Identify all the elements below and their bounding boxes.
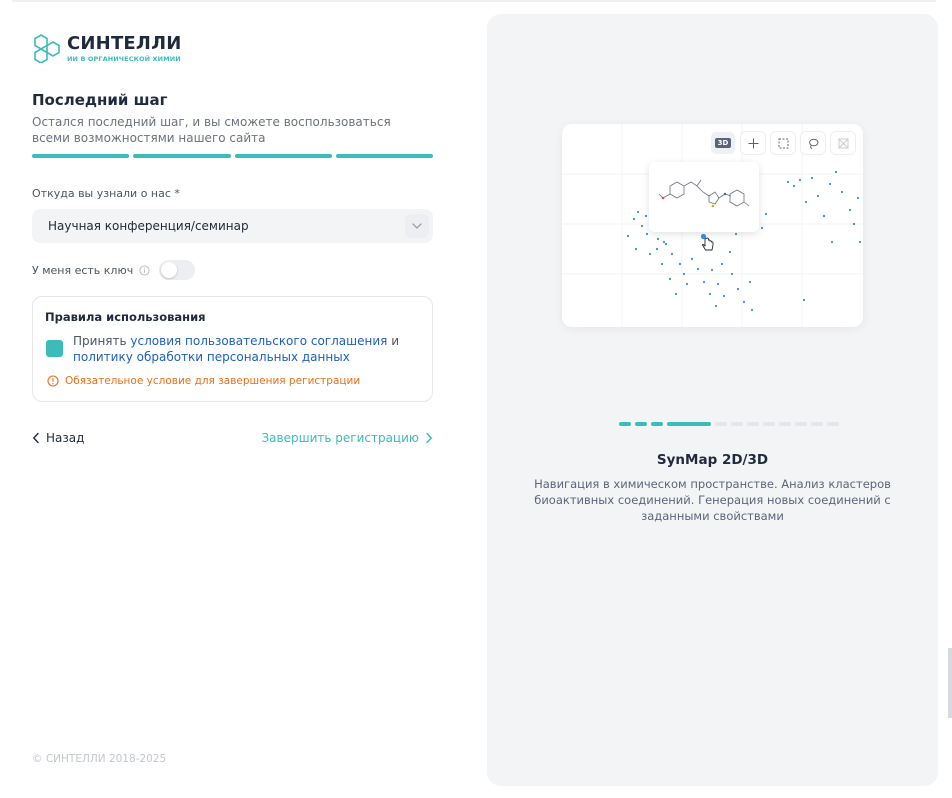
carousel-dot[interactable]	[651, 422, 663, 426]
scatter-point	[633, 218, 635, 220]
feature-showcase	[487, 14, 938, 786]
carousel-dot[interactable]	[715, 422, 727, 426]
scatter-point	[686, 283, 688, 285]
scatter-point	[635, 248, 637, 250]
logo[interactable]	[32, 32, 181, 64]
scrollbar-edge[interactable]	[948, 648, 952, 718]
scatter-point	[683, 273, 685, 275]
warning-icon	[47, 375, 59, 387]
warning-text: Обязательное условие для завершения регистрации	[65, 375, 361, 387]
progress-segment-1	[32, 154, 129, 158]
scatter-point	[646, 233, 648, 235]
scatter-point	[709, 293, 711, 295]
carousel-dot[interactable]	[619, 422, 631, 426]
3d-mode-button[interactable]: 3D	[711, 132, 735, 154]
scatter-point	[743, 301, 745, 303]
page-title: Последний шаг	[32, 91, 168, 109]
scatter-point	[715, 305, 717, 307]
scatter-point	[703, 281, 705, 283]
scatter-point	[859, 241, 861, 243]
scatter-point	[803, 299, 805, 301]
progress-segment-2	[133, 154, 230, 158]
scatter-point	[849, 209, 851, 211]
carousel-dot[interactable]	[827, 422, 839, 426]
scatter-point	[793, 185, 795, 187]
scatter-point	[661, 263, 663, 265]
hand-cursor-icon	[700, 234, 716, 252]
chevron-left-icon	[32, 432, 40, 444]
plot-toolbar	[711, 132, 855, 154]
carousel-dot[interactable]	[779, 422, 791, 426]
back-label: Назад	[46, 431, 85, 445]
scatter-point	[831, 241, 833, 243]
carousel-dot[interactable]	[667, 422, 711, 426]
carousel-indicator	[619, 422, 839, 426]
select-box-icon[interactable]	[771, 132, 795, 154]
scatter-point	[835, 171, 837, 173]
slide-description: Навигация в химическом пространстве. Анализ кластеров биоактивных соединений. Генерация новых соединений с заданными свойствами	[534, 477, 891, 523]
scatter-point	[717, 283, 719, 285]
scatter-point	[637, 211, 639, 213]
back-button[interactable]	[32, 428, 84, 448]
scatter-point	[645, 215, 647, 217]
key-row	[32, 260, 195, 280]
scatter-point	[765, 213, 767, 215]
scatter-point	[787, 181, 789, 183]
terms-text	[73, 333, 413, 365]
scatter-point	[853, 223, 855, 225]
terms-link[interactable]: условия пользовательского соглашения	[130, 334, 388, 348]
terms-title: Правила использования	[45, 310, 206, 324]
toggle-knob	[161, 262, 177, 278]
scatter-point	[731, 273, 733, 275]
copyright: © СИНТЕЛЛИ 2018-2025	[32, 753, 167, 765]
scatter-point	[749, 281, 751, 283]
carousel-dot[interactable]	[731, 422, 743, 426]
grid-icon[interactable]	[831, 132, 855, 154]
scatter-point	[761, 227, 763, 229]
key-label: У меня есть ключ	[32, 263, 134, 277]
scatter-point	[737, 288, 739, 290]
terms-conjunction: и	[391, 334, 399, 348]
scatter-point	[723, 295, 725, 297]
molecule-structure-icon	[649, 162, 759, 232]
finish-registration-button[interactable]	[261, 428, 433, 448]
synmap-preview	[562, 124, 863, 327]
info-icon[interactable]	[139, 265, 150, 276]
scatter-point	[721, 263, 723, 265]
source-field-label: Откуда вы узнали о нас *	[32, 187, 180, 200]
lasso-icon[interactable]	[801, 132, 825, 154]
source-select[interactable]	[32, 209, 433, 243]
finish-label: Завершить регистрацию	[261, 431, 419, 445]
scatter-point	[663, 241, 665, 243]
scatter-point	[823, 215, 825, 217]
carousel-dot[interactable]	[763, 422, 775, 426]
carousel-dot[interactable]	[795, 422, 807, 426]
scatter-point	[697, 268, 699, 270]
scatter-point	[679, 263, 681, 265]
terms-warning	[47, 375, 360, 387]
scatter-point	[649, 253, 651, 255]
brand-tagline: ИИ В ОРГАНИЧЕСКОЙ ХИМИИ	[67, 54, 181, 63]
scatter-point	[751, 309, 753, 311]
carousel-dot[interactable]	[747, 422, 759, 426]
scatter-point	[675, 293, 677, 295]
scatter-point	[711, 269, 713, 271]
scatter-point	[811, 177, 813, 179]
scatter-point	[691, 258, 693, 260]
scatter-point	[799, 179, 801, 181]
scatter-point	[829, 183, 831, 185]
molecule-popup	[649, 162, 759, 232]
brand-name: СИНТЕЛЛИ	[67, 32, 182, 54]
slide-title: SynMap 2D/3D	[656, 452, 769, 468]
chevron-right-icon	[425, 432, 433, 444]
carousel-dot[interactable]	[811, 422, 823, 426]
move-icon[interactable]	[741, 132, 765, 154]
scatter-point	[841, 191, 843, 193]
scatter-point	[729, 251, 731, 253]
scatter-point	[627, 235, 629, 237]
page-description: Остался последний шаг, и вы сможете воспользоваться всеми возможностями нашего сайта	[32, 115, 391, 145]
scatter-point	[665, 243, 667, 245]
scatter-point	[857, 197, 859, 199]
scatter-point	[657, 238, 659, 240]
progress-segment-3	[235, 154, 332, 158]
accept-prefix: Принять	[73, 334, 127, 348]
logo-hexagon-icon	[32, 33, 62, 63]
key-toggle[interactable]	[159, 260, 195, 280]
terms-checkbox[interactable]	[46, 340, 63, 357]
scatter-point	[669, 278, 671, 280]
scatter-point	[641, 225, 643, 227]
carousel-dot[interactable]	[635, 422, 647, 426]
progress-segment-4	[336, 154, 433, 158]
step-progress	[32, 154, 433, 158]
registration-panel	[32, 0, 433, 798]
scatter-point	[817, 195, 819, 197]
privacy-link[interactable]: политику обработки персональных данных	[73, 350, 350, 364]
chevron-down-icon[interactable]	[405, 214, 429, 238]
scatter-point	[735, 233, 737, 235]
scatter-point	[656, 248, 658, 250]
scatter-point	[805, 201, 807, 203]
terms-box	[32, 296, 433, 402]
source-select-value: Научная конференция/семинар	[48, 219, 249, 233]
scatter-point	[671, 253, 673, 255]
